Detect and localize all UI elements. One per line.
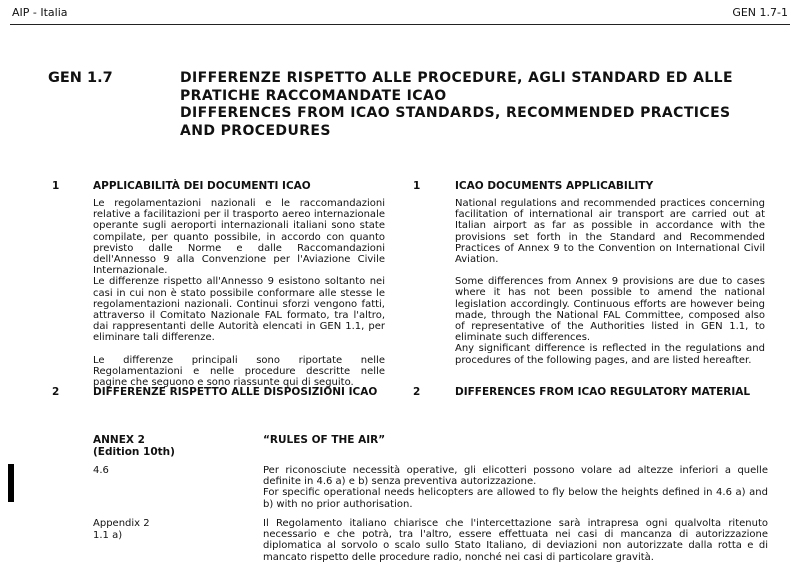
row-4-6-text: [263, 465, 768, 510]
section1-en-paragraph-2: Some differences from Annex 9 provisions are due to cases where it has not been possible to amend the national legislation accordingly. Continuous efforts are however being made, through the National FAL Committee, composed also of representative of the Authorities listed in GEN 1.1, to eliminate such differences.: [455, 276, 765, 344]
page-title: [180, 70, 780, 140]
section2-heading-en: DIFFERENCES FROM ICAO REGULATORY MATERIAL: [455, 386, 751, 398]
row-appendix-subref: 1.1 a): [93, 530, 123, 541]
row-4-6-italian: Per riconosciute necessità operative, gli elicotteri possono volare ad altezze inferiori a quelle definite in 4.6 a) e b) senza preventiva autorizzazione.: [263, 465, 768, 488]
section-code: GEN 1.7: [48, 70, 113, 86]
title-line-en-1: DIFFERENCES FROM ICAO STANDARDS, RECOMMENDED PRACTICES: [180, 105, 731, 121]
annex-edition: (Edition 10th): [93, 446, 175, 458]
row-appendix-italian: Il Regolamento italiano chiarisce che l'intercettazione sarà intrapresa ogni qualvolta ritenuto necessario e che potrà, tra l'altro, essere effettuata nei casi di mancanza di autorizzazione diplomatica al sorvolo o scalo sullo Stato Italiano, di deviazioni non autorizzate dalla rotta e di mancato rispetto delle procedure radio, nonché nei casi di particolare gravità.: [263, 518, 768, 563]
row-appendix-text: [263, 518, 768, 563]
section1-italian-text: [93, 198, 385, 388]
header-right: GEN 1.7-1: [732, 6, 788, 19]
section1-english-text: [455, 198, 765, 366]
section1-it-paragraph-3: Le differenze principali sono riportate nelle Regolamentazioni e nelle procedure descritte nelle pagine che seguono e sono riassunte qui di seguito.: [93, 354, 385, 389]
annex-title: “RULES OF THE AIR”: [263, 434, 386, 446]
section1-it-paragraph-2: Le differenze rispetto all'Annesso 9 esistono soltanto nei casi in cui non è stato possibile conformare alle stesse le regolamentazioni nazionali. Continui sforzi vengono fatti, attraverso il Comitato Nazionale FAL formato, tra l'altro, dai rappresentanti delle Autorità elencati in GEN 1.1, per eliminare tali differenze.: [93, 276, 385, 344]
section1-number-en: 1: [413, 180, 421, 192]
annex-name: ANNEX 2: [93, 434, 145, 446]
header-rule: [10, 24, 790, 25]
section2-number-it: 2: [52, 386, 60, 398]
row-4-6-english: For specific operational needs helicopters are allowed to fly below the heights defined in 4.6 a) and b) with no prior authorisation.: [263, 487, 768, 510]
change-bar: [8, 464, 14, 502]
section1-en-paragraph-1: National regulations and recommended practices concerning facilitation of international air transport are carried out at Italian airport as far as possible in accordance with the provisions set forth in the Standard and Recommended Practices of Annex 9 to the Convention on International Civil Aviation.: [455, 198, 765, 266]
title-line-en-2: AND PROCEDURES: [180, 122, 331, 139]
section1-heading-it: APPLICABILITÀ DEI DOCUMENTI ICAO: [93, 180, 311, 192]
section1-number-it: 1: [52, 180, 60, 192]
row-appendix-ref: Appendix 2: [93, 518, 150, 529]
header-left: AIP - Italia: [12, 6, 68, 19]
section1-heading-en: ICAO DOCUMENTS APPLICABILITY: [455, 180, 654, 192]
section2-number-en: 2: [413, 386, 421, 398]
section1-en-paragraph-3: Any significant difference is reflected in the regulations and procedures of the following pages, and are listed hereafter.: [455, 343, 765, 366]
section1-it-paragraph-1: Le regolamentazioni nazionali e le raccomandazioni relative a facilitazioni per il trasporto aereo internazionale operante sugli aeroporti internazionali italiani sono state compilate, per quanto possibile, in accordo con quanto previsto dalle Norme e dalle Raccomandazioni dell'Annesso 9 alla Convenzione per l'Aviazione Civile Internazionale.: [93, 198, 385, 277]
title-line-it-1: DIFFERENZE RISPETTO ALLE PROCEDURE, AGLI STANDARD ED ALLE: [180, 70, 733, 86]
title-line-it-2: PRATICHE RACCOMANDATE ICAO: [180, 87, 447, 104]
row-4-6-ref: 4.6: [93, 465, 109, 476]
section2-heading-it: DIFFERENZE RISPETTO ALLE DISPOSIZIONI ICAO: [93, 386, 378, 398]
